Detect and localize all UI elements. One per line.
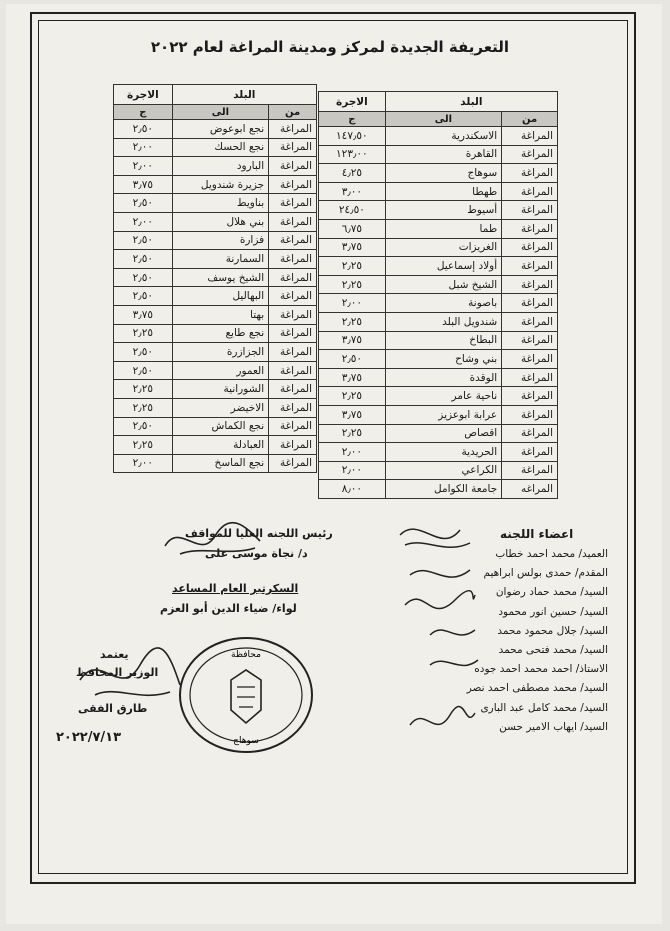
row-from: المراغة — [502, 405, 558, 424]
row-fare: ٢٫٢٥ — [319, 257, 386, 276]
table-row — [114, 361, 317, 380]
row-to: الكراعي — [385, 461, 501, 480]
row-from: المراغة — [502, 443, 558, 462]
header-place: البلد — [385, 92, 557, 112]
table-row — [319, 461, 558, 480]
row-from: المراغة — [502, 127, 558, 146]
row-to: جزيرة شندويل — [172, 175, 269, 194]
row-fare: ٢٫٥٠ — [114, 250, 173, 269]
row-to: القاهرة — [385, 145, 501, 164]
row-to: ناحية عامر — [385, 387, 501, 406]
row-fare: ٣٫٧٥ — [319, 238, 386, 257]
signature-scribble-head — [160, 516, 270, 566]
row-fare: ٢٫٥٠ — [114, 287, 173, 306]
row-fare: ٢٫٠٠ — [319, 443, 386, 462]
row-to: باصونة — [385, 294, 501, 313]
committee-member: السيد/ جلال محمود محمد — [497, 624, 608, 637]
table-row — [319, 387, 558, 406]
secretary-title: السكرتير العام المساعد — [172, 582, 299, 595]
table-row — [319, 275, 558, 294]
committee-member: الاستاذ/ احمد محمد احمد جوده — [474, 663, 608, 676]
table-row — [114, 287, 317, 306]
table-row — [114, 250, 317, 269]
table-header — [319, 92, 558, 112]
row-from: المراغة — [269, 175, 317, 194]
fare-table-right — [318, 91, 558, 499]
subheader-to: الى — [385, 112, 501, 127]
row-fare: ٣٫٧٥ — [319, 368, 386, 387]
row-to: طما — [385, 219, 501, 238]
row-to: طهطا — [385, 182, 501, 201]
table-subheader — [114, 105, 317, 120]
row-to: أسيوط — [385, 201, 501, 220]
seal-bottom-text: سوهاج — [233, 736, 259, 746]
official-seal — [177, 635, 315, 755]
row-fare: ١٤٧٫٥٠ — [319, 127, 386, 146]
row-from: المراغة — [269, 380, 317, 399]
row-fare: ٢٫٥٠ — [114, 120, 173, 139]
header-fare: الاجرة — [319, 92, 386, 112]
row-fare: ٢٫٢٥ — [319, 275, 386, 294]
row-from: المراغة — [502, 387, 558, 406]
committee-member: المقدم/ حمدى بولس ابراهيم — [483, 567, 608, 580]
row-from: المراغة — [269, 361, 317, 380]
signature-scribbles-members — [390, 515, 480, 745]
approval-label: يعتمد — [100, 648, 129, 661]
row-to: الشورانية — [172, 380, 269, 399]
row-to: شندويل البلد — [385, 312, 501, 331]
row-fare: ٣٫٧٥ — [114, 305, 173, 324]
row-fare: ٢٫٥٠ — [114, 231, 173, 250]
table-header — [114, 85, 317, 105]
table-row — [319, 331, 558, 350]
row-fare: ٣٫٧٥ — [114, 175, 173, 194]
table-row — [114, 268, 317, 287]
row-to: بهتا — [172, 305, 269, 324]
row-from: المراغة — [269, 212, 317, 231]
committee-member: السيد/ محمد مصطفى احمد نصر — [466, 682, 608, 695]
row-fare: ٣٫٧٥ — [319, 405, 386, 424]
row-from: المراغة — [502, 238, 558, 257]
row-to: بني وشاح — [385, 350, 501, 369]
table-row — [319, 480, 558, 499]
page-title — [60, 38, 600, 56]
row-from: المراغة — [502, 350, 558, 369]
row-to: سوهاج — [385, 164, 501, 183]
table-row — [319, 182, 558, 201]
row-fare: ٢٫٠٠ — [319, 294, 386, 313]
table-row — [114, 194, 317, 213]
table-row — [319, 257, 558, 276]
table-row — [114, 417, 317, 436]
row-to: البهاليل — [172, 287, 269, 306]
subheader-from: من — [502, 112, 558, 127]
table-subheader — [319, 112, 558, 127]
row-fare: ٢٫٥٠ — [114, 194, 173, 213]
row-from: المراغة — [269, 194, 317, 213]
row-to: جامعة الكوامل — [385, 480, 501, 499]
table-row — [319, 443, 558, 462]
table-row — [114, 324, 317, 343]
table-row — [114, 231, 317, 250]
row-from: المراغة — [502, 368, 558, 387]
row-from: المراغة — [269, 231, 317, 250]
row-to: الشيخ يوسف — [172, 268, 269, 287]
row-to: الغريزات — [385, 238, 501, 257]
row-to: نجع الكماش — [172, 417, 269, 436]
row-from: المراغة — [269, 268, 317, 287]
title-city: المراغة — [228, 38, 284, 56]
row-to: بني هلال — [172, 212, 269, 231]
table-row — [114, 175, 317, 194]
row-fare: ٢٫٢٥ — [319, 424, 386, 443]
row-fare: ٢٫٢٥ — [114, 380, 173, 399]
fare-table-left — [113, 84, 317, 473]
row-fare: ٢٫٥٠ — [319, 350, 386, 369]
subheader-from: من — [269, 105, 317, 120]
row-fare: ٢٫٥٠ — [114, 417, 173, 436]
table-row — [319, 405, 558, 424]
row-from: المراغه — [502, 480, 558, 499]
row-fare: ٢٫٢٥ — [114, 398, 173, 417]
row-from: المراغة — [502, 294, 558, 313]
table-row — [319, 127, 558, 146]
signing-date: ٢٠٢٢/٧/١٣ — [56, 730, 122, 745]
table-row — [114, 343, 317, 362]
row-from: المراغة — [502, 164, 558, 183]
table-row — [319, 219, 558, 238]
table-row — [114, 157, 317, 176]
committee-head-name: د/ نجاة موسى على — [205, 547, 308, 560]
row-from: المراغة — [269, 454, 317, 473]
row-to: نجع الماسخ — [172, 454, 269, 473]
row-from: المراغة — [269, 398, 317, 417]
row-fare: ٣٫٠٠ — [319, 182, 386, 201]
row-fare: ٢٫٥٠ — [114, 268, 173, 287]
row-to: العمور — [172, 361, 269, 380]
row-to: نجع الحسك — [172, 138, 269, 157]
row-fare: ٢٫٢٥ — [114, 436, 173, 455]
table-row — [319, 164, 558, 183]
row-from: المراغة — [502, 424, 558, 443]
row-fare: ٢٫٠٠ — [114, 212, 173, 231]
row-from: المراغة — [269, 120, 317, 139]
row-from: المراغة — [269, 250, 317, 269]
row-to: نجع ابوعوض — [172, 120, 269, 139]
row-to: السمارنة — [172, 250, 269, 269]
row-to: العبادلة — [172, 436, 269, 455]
row-fare: ٢٫٢٥ — [114, 324, 173, 343]
row-from: المراغة — [502, 219, 558, 238]
table-row — [114, 398, 317, 417]
row-from: المراغة — [502, 201, 558, 220]
subheader-unit: ج — [114, 105, 173, 120]
row-fare: ٢٫٠٠ — [114, 454, 173, 473]
row-to: البارود — [172, 157, 269, 176]
table-row — [114, 212, 317, 231]
seal-top-text: محافظة — [231, 650, 261, 660]
row-to: اقصاص — [385, 424, 501, 443]
table-row — [319, 294, 558, 313]
committee-member: السيد/ محمد فتحى محمد — [498, 644, 608, 656]
row-from: المراغة — [502, 182, 558, 201]
row-fare: ٢٫٢٥ — [319, 387, 386, 406]
committee-head-title: رئيس اللجنه العليا للمواقف — [185, 527, 333, 540]
row-fare: ٣٫٧٥ — [319, 331, 386, 350]
committee-member: السيد/ محمد حماد رضوان — [495, 586, 608, 599]
table-row — [114, 380, 317, 399]
row-to: البطاخ — [385, 331, 501, 350]
table-row — [319, 424, 558, 443]
row-from: المراغة — [269, 305, 317, 324]
subheader-unit: ج — [319, 112, 386, 127]
row-from: المراغة — [502, 275, 558, 294]
header-fare: الاجرة — [114, 85, 173, 105]
minister-title: الوزير المحافظ — [76, 666, 159, 679]
table-row — [114, 138, 317, 157]
table-row — [319, 201, 558, 220]
row-from: المراغة — [269, 417, 317, 436]
row-to: أولاد إسماعيل — [385, 257, 501, 276]
row-from: المراغة — [502, 257, 558, 276]
row-to: فزارة — [172, 231, 269, 250]
title-prefix: التعريفة الجديدة لمركز ومدينة — [283, 38, 510, 56]
row-to: الجزازرة — [172, 343, 269, 362]
row-from: المراغة — [502, 145, 558, 164]
row-to: الحريدية — [385, 443, 501, 462]
row-fare: ٤٫٢٥ — [319, 164, 386, 183]
title-suffix: لعام ٢٠٢٢ — [150, 38, 229, 56]
table-row — [319, 368, 558, 387]
row-fare: ١٢٣٫٠٠ — [319, 145, 386, 164]
row-fare: ٦٫٧٥ — [319, 219, 386, 238]
table-row — [319, 350, 558, 369]
row-fare: ٢٫٠٠ — [114, 157, 173, 176]
row-from: المراغة — [269, 324, 317, 343]
table-row — [114, 436, 317, 455]
committee-member: العميد/ محمد احمد خطاب — [495, 548, 608, 560]
row-to: الشيخ شبل — [385, 275, 501, 294]
row-from: المراغة — [269, 287, 317, 306]
table-row — [319, 238, 558, 257]
table-row — [114, 305, 317, 324]
table-row — [319, 145, 558, 164]
row-from: المراغة — [269, 436, 317, 455]
minister-name: طارق الفقى — [78, 702, 148, 715]
row-from: المراغة — [502, 461, 558, 480]
row-from: المراغة — [502, 331, 558, 350]
signature-scribble-minister — [70, 640, 190, 710]
row-to: الاسكندرية — [385, 127, 501, 146]
row-fare: ٢٫٢٥ — [319, 312, 386, 331]
row-fare: ٢٫٠٠ — [319, 461, 386, 480]
header-place: البلد — [172, 85, 316, 105]
row-to: عرابة ابوعزيز — [385, 405, 501, 424]
row-fare: ٢٤٫٥٠ — [319, 201, 386, 220]
subheader-to: الى — [172, 105, 269, 120]
row-fare: ٢٫٠٠ — [114, 138, 173, 157]
row-from: المراغة — [269, 138, 317, 157]
row-fare: ٢٫٥٠ — [114, 343, 173, 362]
committee-title: اعضاء اللجنه — [500, 527, 574, 541]
committee-member: السيد/ محمد كامل عبد البارى — [480, 701, 608, 714]
committee-member: السيد/ حسين انور محمود — [498, 605, 608, 618]
row-from: المراغة — [502, 312, 558, 331]
row-to: بناويط — [172, 194, 269, 213]
row-from: المراغة — [269, 343, 317, 362]
table-row — [114, 454, 317, 473]
secretary-name: لواء/ ضياء الدين أبو العزم — [160, 602, 297, 615]
row-to: نجع طايع — [172, 324, 269, 343]
table-row — [114, 120, 317, 139]
committee-member: السيد/ ايهاب الامير حسن — [499, 720, 608, 733]
row-fare: ٨٫٠٠ — [319, 480, 386, 499]
row-from: المراغة — [269, 157, 317, 176]
row-fare: ٢٫٥٠ — [114, 361, 173, 380]
table-row — [319, 312, 558, 331]
row-to: الوقدة — [385, 368, 501, 387]
row-to: الاخيضر — [172, 398, 269, 417]
